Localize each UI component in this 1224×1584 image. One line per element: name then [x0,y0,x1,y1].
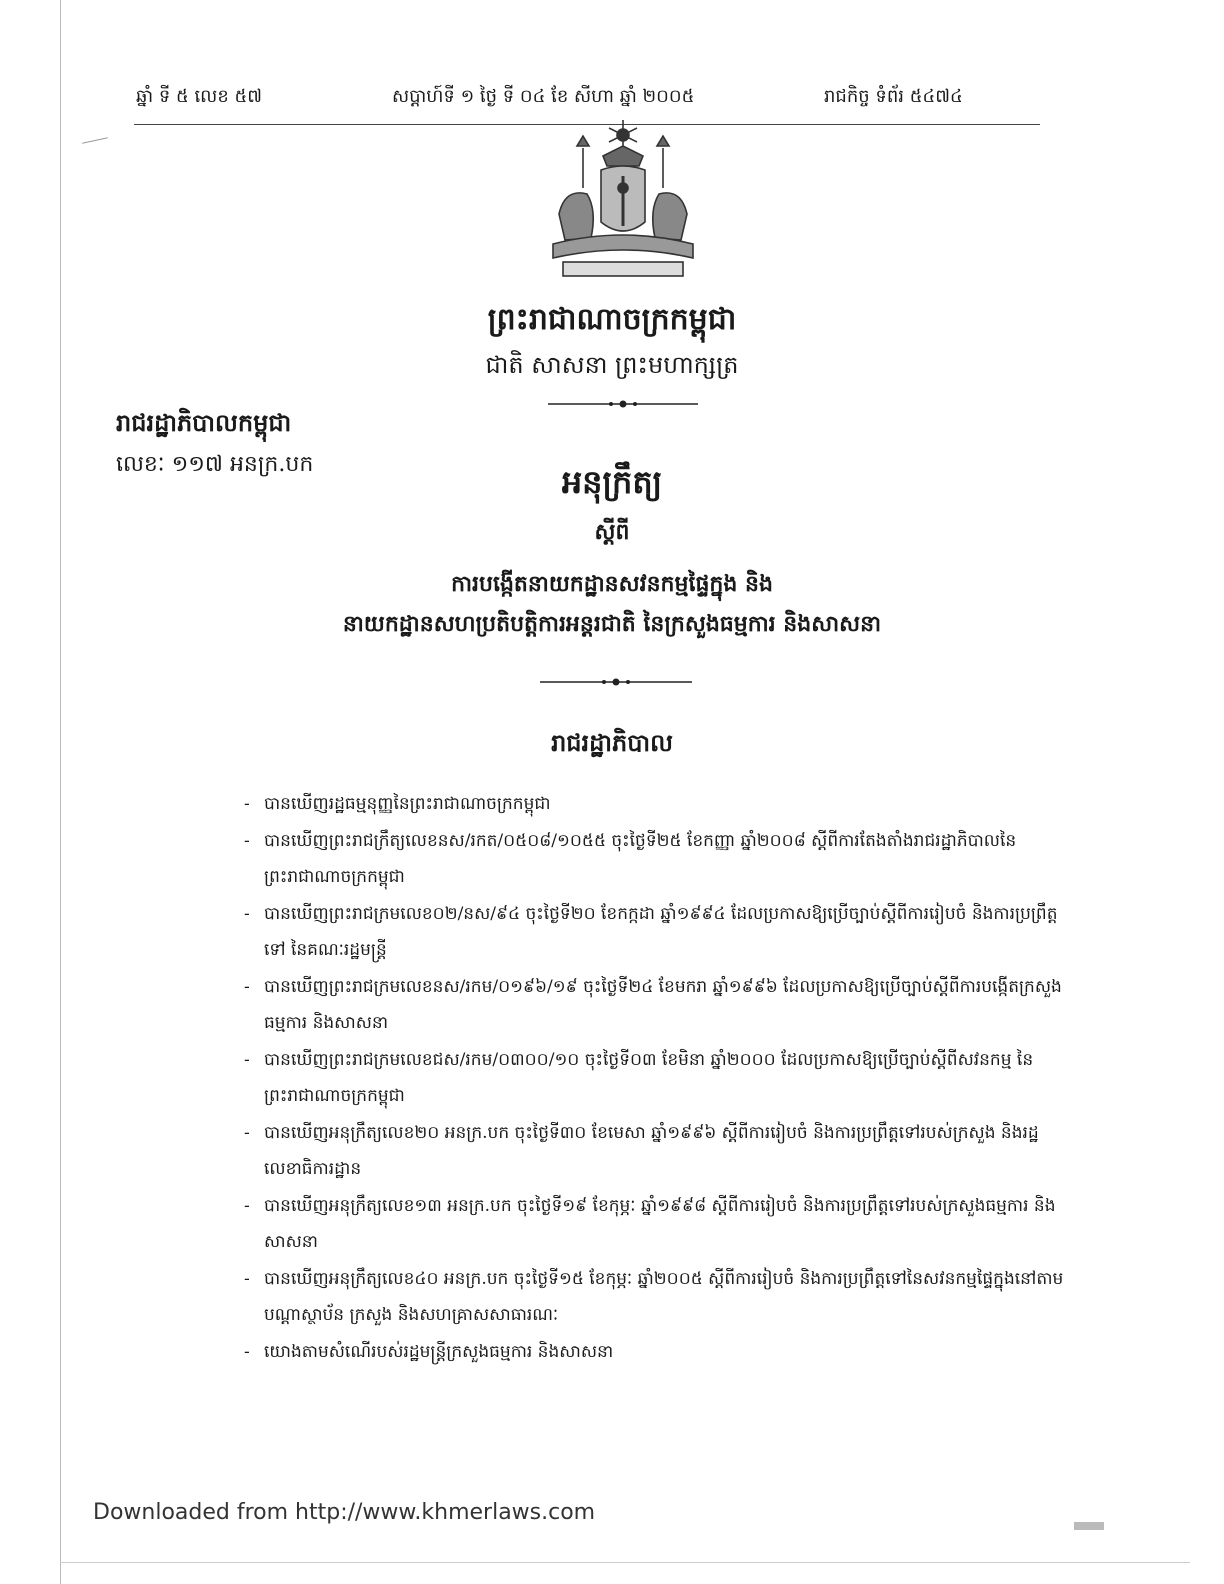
government-name: រាជរដ្ឋាភិបាលកម្ពុជា [116,408,292,437]
scan-edge-bottom [60,1562,1190,1563]
ornament-divider [548,398,698,410]
document-subject-line-2: នាយកដ្ឋានសហប្រតិបត្តិការអន្តរជាតិ នៃក្រសួងធម្មការ និងសាសនា [342,611,882,637]
issuer-heading: រាជរដ្ឋាភិបាល [551,728,673,757]
consideration-item: - បានឃើញអនុក្រឹត្យលេខ២០ អនក្រ.បក ចុះថ្ងៃទី៣០ ខែមេសា ឆ្នាំ១៩៩៦ ស្តីពីការរៀបចំ និងការប្រព្រឹត្តទៅរបស់ក្រសួង និងរដ្ឋលេខាធិការដ្ឋាន [244,1115,1064,1187]
document-number: លេខៈ ១១៧ អនក្រ.បក [116,452,314,477]
ornament-divider [540,676,692,688]
gazette-issue: ឆ្នាំ ទី ៥ លេខ ៥៧ [136,86,262,107]
scan-mark [82,137,108,143]
kingdom-title: ព្រះរាជាណាចក្រកម្ពុជា [487,302,737,337]
consideration-item: - យោងតាមសំណើរបស់រដ្ឋមន្ត្រីក្រសួងធម្មការ និងសាសនា [244,1334,1064,1370]
scan-mark [1074,1522,1104,1530]
consideration-item: - បានឃើញព្រះរាជក្រមលេខនស/រកម/០១៩៦/១៩ ចុះថ្ងៃទី២៤ ខែមករា ឆ្នាំ១៩៩៦ ដែលប្រកាសឱ្យប្រើច្បាប់ស្តីពីការបង្កើតក្រសួងធម្មការ និងសាសនា [244,969,1064,1041]
consideration-item: - បានឃើញរដ្ឋធម្មនុញ្ញនៃព្រះរាជាណាចក្រកម្ពុជា [244,786,1064,822]
consideration-item: - បានឃើញអនុក្រឹត្យលេខ៤០ អនក្រ.បក ចុះថ្ងៃទី១៥ ខែកុម្ភៈ ឆ្នាំ២០០៥ ស្តីពីការរៀបចំ និងការប្រព្រឹត្តទៅនៃសវនកម្មផ្ទៃក្នុងនៅតាមបណ្តាស្ថាប័ន ក្រសួង និងសហគ្រាសសាធារណៈ [244,1261,1064,1333]
document-about: ស្តីពី [594,519,630,545]
scan-edge-left [60,0,61,1584]
considerations-list [244,786,1064,1371]
consideration-item: - បានឃើញព្រះរាជក្រមលេខជស/រកម/០៣០០/១០ ចុះថ្ងៃទី០៣ ខែមិនា ឆ្នាំ២០០០ ដែលប្រកាសឱ្យប្រើច្បាប់ស្តីពីសវនកម្ម នៃព្រះរាជាណាចក្រកម្ពុជា [244,1042,1064,1114]
consideration-item: - បានឃើញអនុក្រឹត្យលេខ១៣ អនក្រ.បក ចុះថ្ងៃទី១៩ ខែកុម្ភៈ ឆ្នាំ១៩៩៨ ស្តីពីការរៀបចំ និងការប្រព្រឹត្តទៅរបស់ក្រសួងធម្មការ និងសាសនា [244,1188,1064,1260]
download-source-footer: Downloaded from http://www.khmerlaws.com [93,1500,596,1525]
gazette-page-number: រាជកិច្ច ទំព័រ ៥៤៧៤ [824,86,963,107]
document-type-title: អនុក្រឹត្យ [561,463,663,501]
gazette-date: សប្តាហ៍ទី ១ ថ្ងៃ ទី ០៤ ខែ សីហា ឆ្នាំ ២០០៥ [392,86,695,107]
document-subject-line-1: ការបង្កើតនាយកដ្ឋានសវនកម្មផ្ទៃក្នុង និង [451,571,773,597]
consideration-item: - បានឃើញព្រះរាជក្រមលេខ០២/នស/៩៤ ចុះថ្ងៃទី២០ ខែកក្កដា ឆ្នាំ១៩៩៤ ដែលប្រកាសឱ្យប្រើច្បាប់ស្តីពីការរៀបចំ និងការប្រព្រឹត្តទៅ នៃគណៈរដ្ឋមន្ត្រី [244,896,1064,968]
consideration-item: - បានឃើញព្រះរាជក្រឹត្យលេខនស/រកត/០៥០៨/១០៥៥ ចុះថ្ងៃទី២៥ ខែកញ្ញា ឆ្នាំ២០០៨ ស្តីពីការតែងតាំងរាជរដ្ឋាភិបាលនៃព្រះរាជាណាចក្រកម្ពុជា [244,823,1064,895]
royal-coat-of-arms-icon [543,118,703,282]
national-motto: ជាតិ សាសនា ព្រះមហាក្សត្រ [485,351,739,379]
